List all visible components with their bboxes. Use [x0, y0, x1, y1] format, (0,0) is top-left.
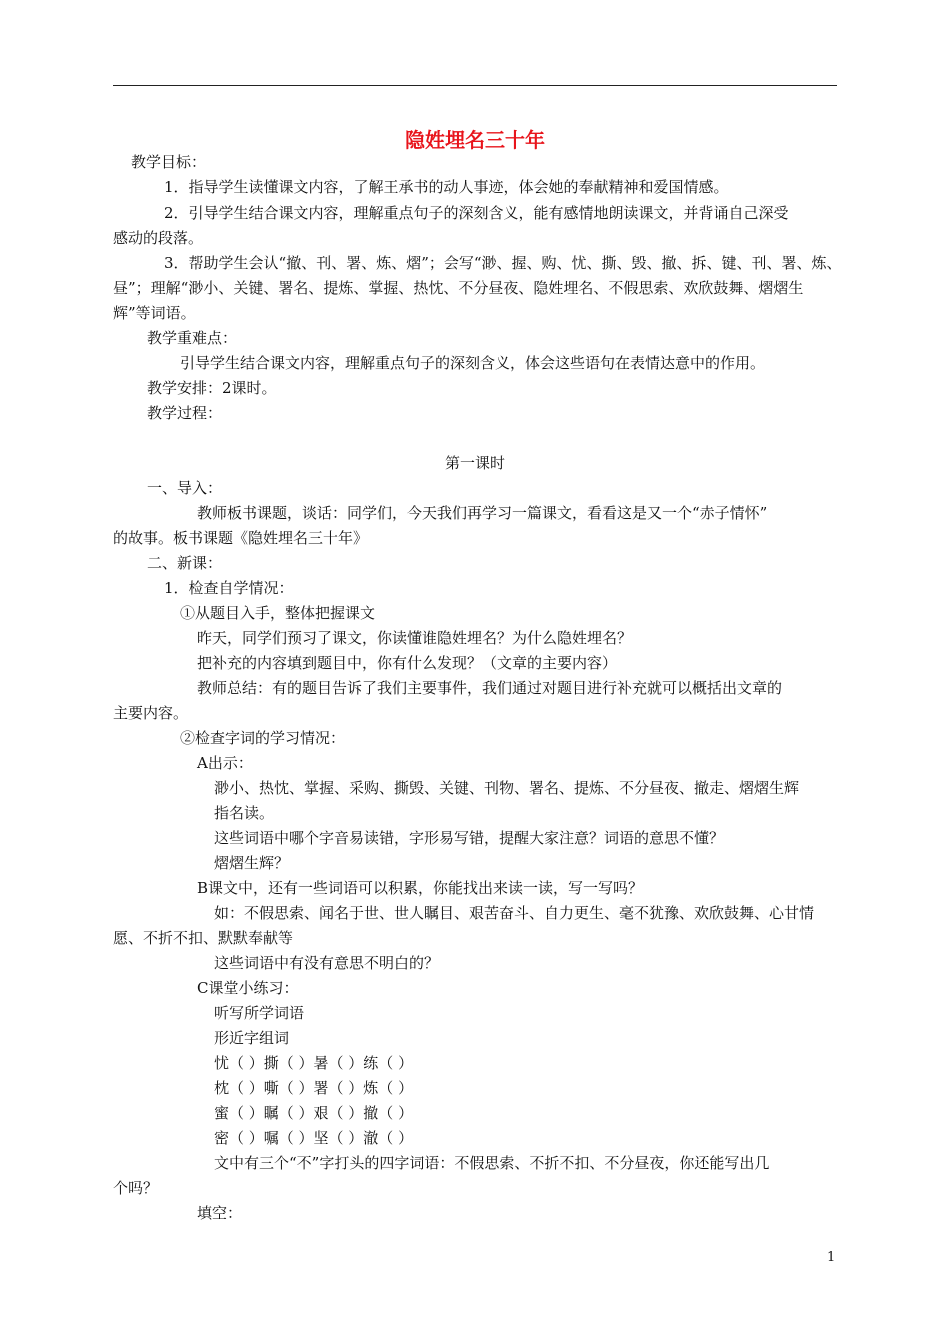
arrangement-text: 教学安排：2课时。 — [147, 379, 277, 397]
sub1-summary-line-2: 主要内容。 — [113, 704, 189, 722]
sub1-question-2: 把补充的内容填到题目中，你有什么发现？（文章的主要内容） — [197, 654, 618, 672]
check-heading: 1．检查自学情况： — [164, 579, 294, 597]
word-row-1: 忧（ ）撕（ ）暑（ ）练（ ） — [214, 1054, 414, 1072]
section-b-question: 这些词语中有没有意思不明白的？ — [214, 954, 440, 972]
objective-3-line-3: 辉”等词语。 — [113, 304, 196, 322]
process-heading: 教学过程： — [147, 404, 223, 422]
fill-blank-label: 填空： — [197, 1204, 243, 1222]
sub1-heading: ①从题目入手，整体把握课文 — [180, 604, 376, 622]
section-b-line-2: 愿、不折不扣、默默奉献等 — [113, 929, 294, 947]
section-a-word: 熠熠生辉？ — [214, 854, 290, 872]
section-a-read: 指名读。 — [214, 804, 275, 822]
section-a-label: A出示： — [197, 754, 253, 772]
document-title: 隐姓埋名三十年 — [405, 128, 545, 152]
objectives-heading: 教学目标： — [131, 153, 207, 171]
sub2-heading: ②检查字词的学习情况： — [180, 729, 346, 747]
lesson-heading: 第一课时 — [444, 454, 505, 472]
objective-2-line-1: 2．引导学生结合课文内容，理解重点句子的深刻含义，能有感情地朗读课文，并背诵自己深受 — [164, 204, 789, 222]
sub1-summary-line-1: 教师总结：有的题目告诉了我们主要事件，我们通过对题目进行补充就可以概括出文章的 — [197, 679, 783, 697]
objective-3-line-1: 3．帮助学生会认“撤、刊、署、炼、熠”；会写“渺、握、购、忧、撕、毁、撤、拆、键、刊、署、炼、 — [164, 254, 842, 272]
section-b-label: B课文中，还有一些词语可以积累，你能找出来读一读，写一写吗？ — [197, 879, 644, 897]
section-b-line-1: 如：不假思索、闻名于世、世人瞩目、艰苦奋斗、自力更生、毫不犹豫、欢欣鼓舞、心甘情 — [214, 904, 815, 922]
difficulty-text: 引导学生结合课文内容，理解重点句子的深刻含义，体会这些语句在表情达意中的作用。 — [180, 354, 766, 372]
page-number: 1 — [827, 1250, 836, 1265]
section-c-item-1: 听写所学词语 — [214, 1004, 305, 1022]
difficulty-heading: 教学重难点： — [147, 329, 238, 347]
objective-1-line-1: 1．指导学生读懂课文内容，了解王承书的动人事迹，体会她的奉献精神和爱国情感。 — [164, 178, 729, 196]
section-c-item-2: 形近字组词 — [214, 1029, 290, 1047]
word-row-4: 密（ ）嘱（ ）坚（ ）澈（ ） — [214, 1129, 414, 1147]
objective-2-line-2: 感动的段落。 — [113, 229, 204, 247]
section-a-words: 渺小、热忱、掌握、采购、撕毁、关键、刊物、署名、提炼、不分昼夜、撤走、熠熠生辉 — [214, 779, 800, 797]
section-c-more-line-2: 个吗？ — [113, 1179, 159, 1197]
word-row-2: 枕（ ）嘶（ ）署（ ）炼（ ） — [214, 1079, 414, 1097]
sub1-question-1: 昨天，同学们预习了课文，你读懂谁隐姓埋名？为什么隐姓埋名？ — [197, 629, 633, 647]
header-rule — [113, 85, 837, 86]
intro-line-2: 的故事。板书课题《隐姓埋名三十年》 — [113, 529, 369, 547]
objective-3-line-2: 昼”；理解“渺小、关键、署名、提炼、掌握、热忱、不分昼夜、隐姓埋名、不假思索、欢欣鼓舞、熠熠生 — [113, 279, 804, 297]
word-row-3: 蜜（ ）瞩（ ）艰（ ）撤（ ） — [214, 1104, 414, 1122]
new-lesson-heading: 二、新课： — [147, 554, 223, 572]
intro-heading: 一、导入： — [147, 479, 223, 497]
section-a-question: 这些词语中哪个字音易读错，字形易写错，提醒大家注意？词语的意思不懂？ — [214, 829, 725, 847]
section-c-more-line-1: 文中有三个“不”字打头的四字词语：不假思索、不折不扣、不分昼夜，你还能写出几 — [214, 1154, 770, 1172]
section-c-label: C课堂小练习： — [197, 979, 299, 997]
intro-line-1: 教师板书课题，谈话：同学们，今天我们再学习一篇课文，看看这是又一个“赤子情怀” — [197, 504, 768, 522]
